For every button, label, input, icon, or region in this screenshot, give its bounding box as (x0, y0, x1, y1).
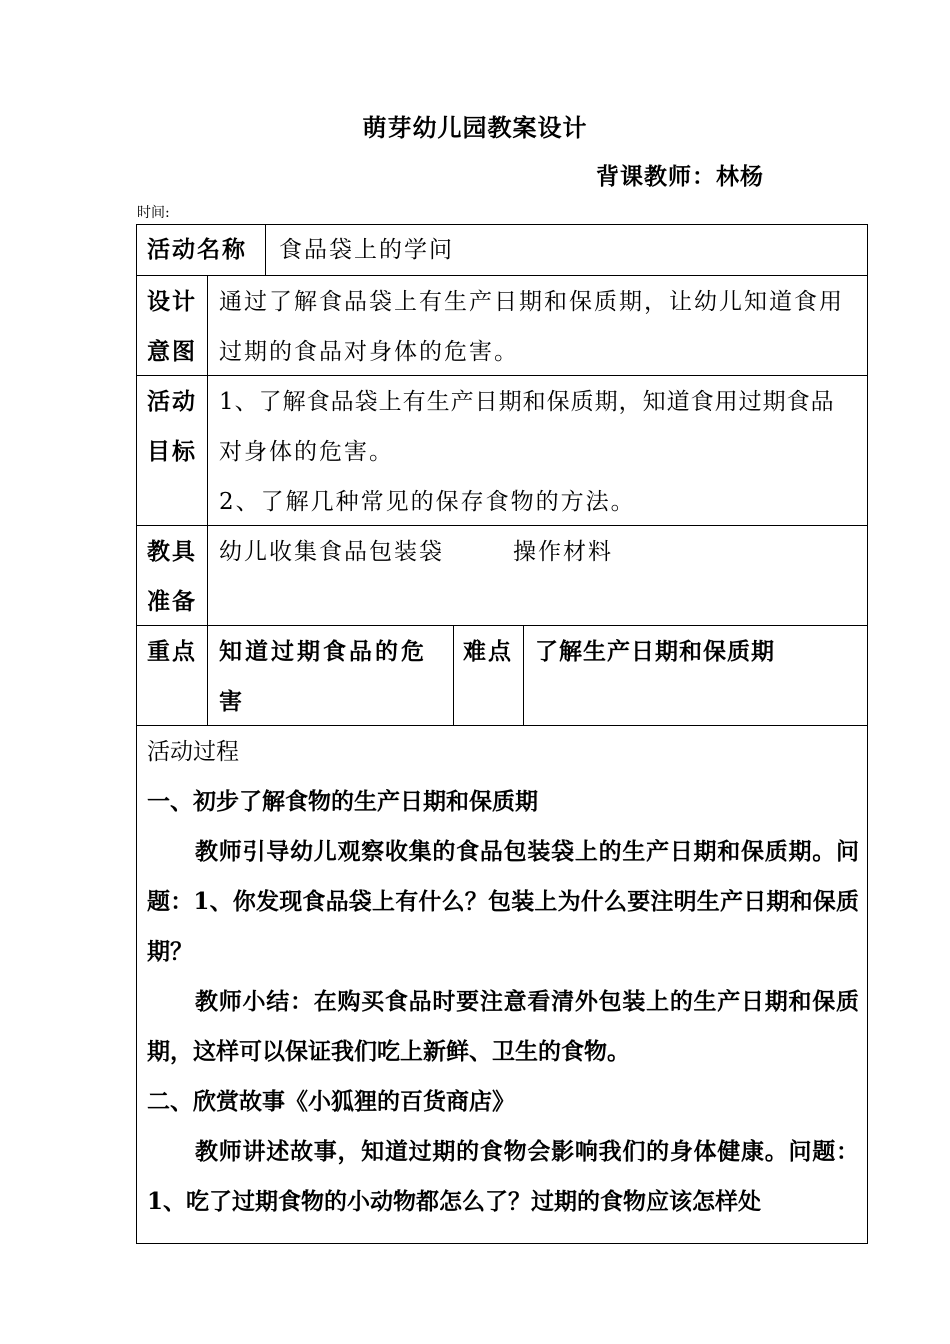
process-content (147, 727, 859, 1227)
design-text-line-1: 通过了解食品袋上有生产日期和保质期，让幼儿知道食用 (219, 289, 844, 315)
section-1-title: 一、初步了解食物的生产日期和保质期 (147, 788, 538, 815)
goal-label-1: 活动 (147, 388, 197, 415)
process-cell (137, 725, 867, 1245)
design-label-1: 设计 (147, 288, 197, 315)
col-divider (523, 625, 524, 725)
process-heading: 活动过程 (147, 739, 239, 765)
section-2-paragraph-1: 教师讲述故事，知道过期的食物会影响我们的身体健康。问题：1、吃了过期食物的小动物都怎么了？过期的食物应该怎样处 (147, 1138, 859, 1215)
tools-label-1: 教具 (147, 538, 197, 565)
row-divider (137, 625, 867, 626)
activity-name-value: 食品袋上的学问 (279, 237, 454, 263)
document-title: 萌芽幼儿园教案设计 (362, 113, 588, 142)
col-divider (265, 225, 266, 275)
difficulty-text: 了解生产日期和保质期 (535, 638, 775, 665)
tools-item-1: 幼儿收集食品包装袋 (219, 539, 444, 565)
key-point-label: 重点 (147, 638, 197, 665)
design-text-line-2: 过期的食品对身体的危害。 (219, 339, 519, 365)
goal-text-line-3: 2、了解几种常见的保存食物的方法。 (219, 489, 636, 515)
time-label: 时间: (137, 205, 170, 221)
key-point-text-line-1: 知道过期食品的危 (219, 638, 427, 665)
goal-label-2: 目标 (147, 438, 197, 465)
col-divider (207, 275, 208, 725)
tools-item-2: 操作材料 (513, 539, 613, 565)
section-1-paragraph-1: 教师引导幼儿观察收集的食品包装袋上的生产日期和保质期。问题：1、你发现食品袋上有什么？包装上为什么要注明生产日期和保质期？ (147, 838, 859, 965)
row-divider (137, 275, 867, 276)
lesson-plan-table (136, 224, 868, 1244)
section-1-paragraph-2: 教师小结：在购买食品时要注意看清外包装上的生产日期和保质期，这样可以保证我们吃上新鲜、卫生的食物。 (147, 988, 859, 1065)
goal-text-line-2: 对身体的危害。 (219, 439, 394, 465)
activity-name-label: 活动名称 (147, 236, 247, 263)
tools-label-2: 准备 (147, 588, 197, 615)
difficulty-label: 难点 (463, 638, 513, 665)
key-point-text-line-2: 害 (219, 688, 244, 715)
goal-text-line-1: 1、了解食品袋上有生产日期和保质期，知道食用过期食品 (219, 389, 835, 415)
col-divider (453, 625, 454, 725)
design-label-2: 意图 (147, 338, 197, 365)
teacher-line: 背课教师：林杨 (596, 163, 764, 190)
section-2-title: 二、欣赏故事《小狐狸的百货商店》 (147, 1088, 515, 1115)
